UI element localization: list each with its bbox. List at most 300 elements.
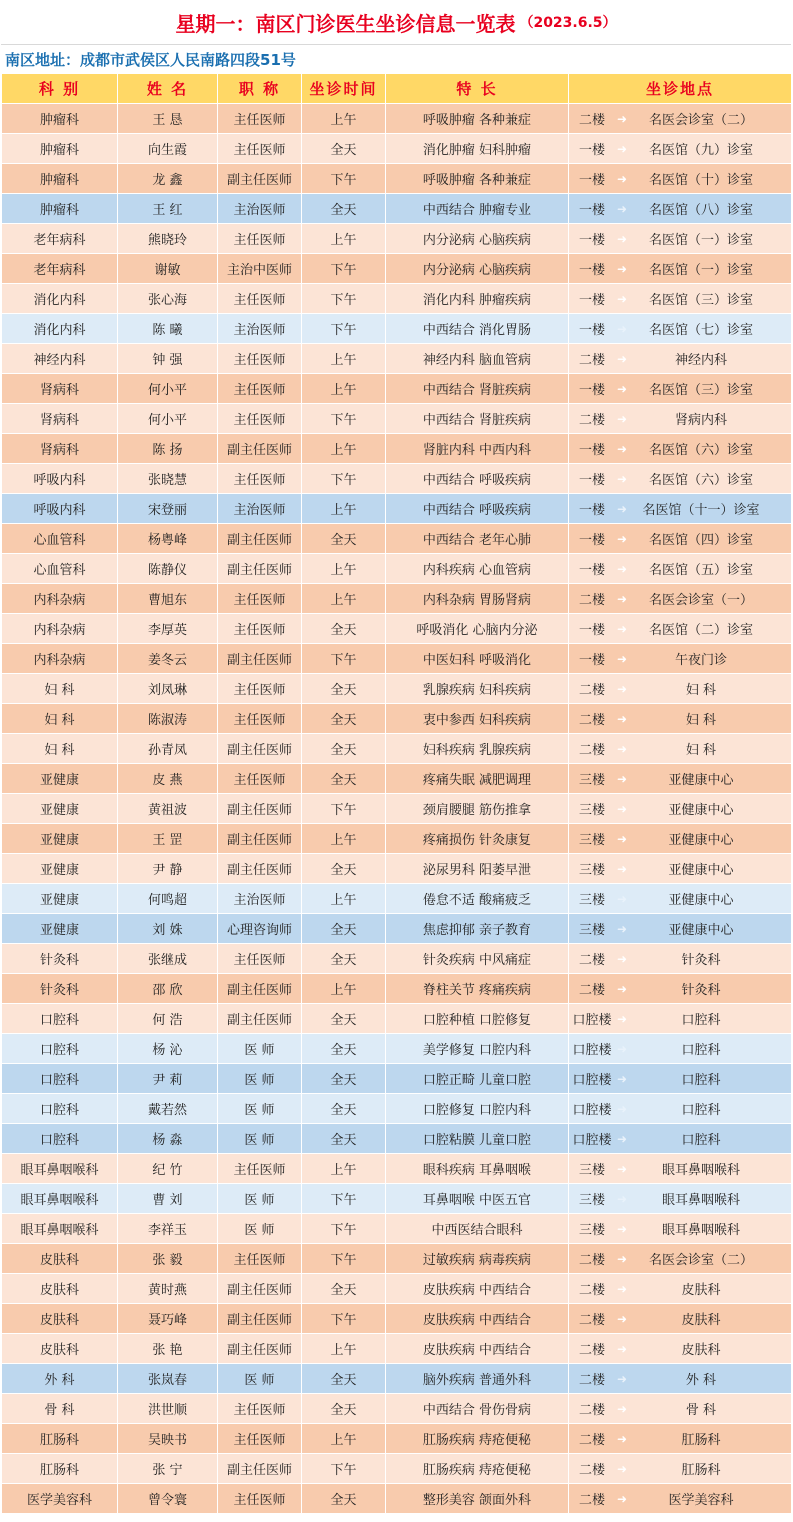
cell-location [569,824,792,854]
floor-label: 三楼 [578,1223,605,1238]
cell-title: 副主任医师 [218,1304,302,1334]
cell-time: 上午 [302,374,386,404]
cell-title: 医 师 [218,1184,302,1214]
cell-name: 李祥玉 [118,1214,218,1244]
floor-label: 二楼 [578,1283,605,1298]
room-label: 眼耳鼻咽喉科 [661,1163,740,1178]
cell-time: 上午 [302,824,386,854]
cell-dept: 老年病科 [2,254,118,284]
room-label: 名医馆（三）诊室 [648,383,753,398]
cell-title: 主任医师 [218,1244,302,1274]
floor-label: 一楼 [578,323,605,338]
cell-name: 刘凤琳 [118,674,218,704]
column-header-time: 坐诊时间 [302,74,386,104]
cell-dept: 内科杂病 [2,584,118,614]
cell-time: 全天 [302,944,386,974]
arrow-right-icon: ➜ [616,201,628,216]
cell-dept: 皮肤科 [2,1244,118,1274]
cell-title: 主任医师 [218,674,302,704]
room-label: 口腔科 [681,1073,721,1088]
cell-title: 副主任医师 [218,854,302,884]
title-bar [1,0,791,45]
room-label: 名医馆（一）诊室 [648,263,753,278]
cell-name: 曹旭东 [118,584,218,614]
cell-title: 副主任医师 [218,794,302,824]
column-header-name: 姓 名 [118,74,218,104]
floor-label: 一楼 [578,653,605,668]
cell-dept: 妇 科 [2,704,118,734]
cell-title: 主治中医师 [218,254,302,284]
cell-name: 向生霞 [118,134,218,164]
cell-title: 主任医师 [218,404,302,434]
column-header-dept: 科 别 [2,74,118,104]
cell-name: 陈静仪 [118,554,218,584]
floor-label: 二楼 [578,1463,605,1478]
floor-label: 二楼 [578,413,605,428]
cell-title: 主任医师 [218,224,302,254]
room-label: 妇 科 [685,743,717,758]
floor-label: 三楼 [578,833,605,848]
room-label: 亚健康中心 [668,893,734,908]
cell-name: 尹 莉 [118,1064,218,1094]
cell-title: 医 师 [218,1064,302,1094]
floor-label: 一楼 [578,533,605,548]
floor-label: 口腔楼 [572,1133,612,1148]
cell-dept: 肾病科 [2,434,118,464]
arrow-right-icon: ➜ [616,681,628,696]
location-group [569,1334,791,1363]
cell-time: 上午 [302,224,386,254]
cell-name: 姜冬云 [118,644,218,674]
cell-time: 全天 [302,134,386,164]
cell-specialty: 中西结合 骨伤骨病 [386,1394,569,1424]
table-row [2,1454,792,1484]
arrow-right-icon: ➜ [616,531,628,546]
cell-location [569,1424,792,1454]
cell-name: 张 宁 [118,1454,218,1484]
floor-label: 二楼 [578,1313,605,1328]
cell-specialty: 神经内科 脑血管病 [386,344,569,374]
location-group [569,824,791,853]
table-row [2,344,792,374]
floor-label: 口腔楼 [572,1073,612,1088]
arrow-right-icon: ➜ [616,1071,628,1086]
floor-label: 一楼 [578,563,605,578]
cell-specialty: 呼吸肿瘤 各种兼症 [386,164,569,194]
room-label: 皮肤科 [681,1283,721,1298]
room-label: 名医馆（七）诊室 [648,323,753,338]
table-row [2,914,792,944]
cell-location [569,284,792,314]
cell-time: 全天 [302,1124,386,1154]
cell-title: 医 师 [218,1364,302,1394]
cell-location [569,1244,792,1274]
arrow-right-icon: ➜ [616,111,628,126]
arrow-right-icon: ➜ [616,1131,628,1146]
cell-specialty: 皮肤疾病 中西结合 [386,1274,569,1304]
cell-name: 王 红 [118,194,218,224]
cell-specialty: 消化内科 肿瘤疾病 [386,284,569,314]
table-row [2,614,792,644]
floor-label: 一楼 [578,443,605,458]
cell-specialty: 针灸疾病 中风痛症 [386,944,569,974]
schedule-table [1,73,792,1514]
cell-dept: 肿瘤科 [2,134,118,164]
floor-label: 一楼 [578,263,605,278]
cell-time: 全天 [302,1274,386,1304]
cell-location [569,1214,792,1244]
cell-name: 张岚春 [118,1364,218,1394]
floor-label: 二楼 [578,1493,605,1508]
cell-location [569,1064,792,1094]
cell-time: 全天 [302,854,386,884]
floor-label: 口腔楼 [572,1043,612,1058]
location-group [569,914,791,943]
room-label: 名医馆（十）诊室 [648,173,753,188]
address-text: 南区地址：成都市武侯区人民南路四段51号 [5,50,296,69]
cell-specialty: 疼痛损伤 针灸康复 [386,824,569,854]
floor-label: 一楼 [578,503,605,518]
cell-time: 全天 [302,764,386,794]
cell-specialty: 内科疾病 心血管病 [386,554,569,584]
table-row [2,134,792,164]
table-row [2,734,792,764]
cell-dept: 针灸科 [2,974,118,1004]
column-header-title: 职 称 [218,74,302,104]
floor-label: 三楼 [578,863,605,878]
location-group [569,1154,791,1183]
cell-location [569,314,792,344]
table-row [2,794,792,824]
location-group [569,884,791,913]
location-group [569,1064,791,1093]
cell-dept: 肿瘤科 [2,104,118,134]
cell-location [569,1334,792,1364]
cell-time: 全天 [302,524,386,554]
arrow-right-icon: ➜ [616,231,628,246]
location-group [569,464,791,493]
cell-dept: 亚健康 [2,914,118,944]
table-row [2,254,792,284]
cell-specialty: 呼吸消化 心脑内分泌 [386,614,569,644]
arrow-right-icon: ➜ [616,1041,628,1056]
location-group [569,104,791,133]
cell-title: 心理咨询师 [218,914,302,944]
room-label: 针灸科 [681,983,721,998]
cell-name: 洪世顺 [118,1394,218,1424]
cell-name: 邵 欣 [118,974,218,1004]
cell-name: 皮 燕 [118,764,218,794]
arrow-right-icon: ➜ [616,741,628,756]
page-date: （2023.6.5） [519,15,617,31]
cell-title: 主任医师 [218,104,302,134]
cell-name: 杨 淼 [118,1124,218,1154]
cell-time: 全天 [302,614,386,644]
location-group [569,284,791,313]
cell-dept: 消化内科 [2,284,118,314]
cell-title: 主任医师 [218,1484,302,1514]
location-group [569,944,791,973]
cell-name: 龙 鑫 [118,164,218,194]
location-group [569,674,791,703]
room-label: 名医馆（一）诊室 [648,233,753,248]
cell-specialty: 内分泌病 心脑疾病 [386,224,569,254]
cell-name: 戴若然 [118,1094,218,1124]
arrow-right-icon: ➜ [616,1251,628,1266]
cell-title: 副主任医师 [218,1274,302,1304]
cell-title: 主任医师 [218,1394,302,1424]
cell-location [569,884,792,914]
location-group [569,734,791,763]
room-label: 名医会诊室（二） [648,113,753,128]
cell-dept: 针灸科 [2,944,118,974]
table-row [2,1364,792,1394]
arrow-right-icon: ➜ [616,1101,628,1116]
cell-dept: 呼吸内科 [2,464,118,494]
cell-location [569,464,792,494]
floor-label: 三楼 [578,923,605,938]
cell-dept: 肛肠科 [2,1454,118,1484]
cell-dept: 妇 科 [2,674,118,704]
cell-location [569,1034,792,1064]
room-label: 眼耳鼻咽喉科 [661,1193,740,1208]
arrow-right-icon: ➜ [616,1431,628,1446]
table-row [2,494,792,524]
cell-name: 何鸣超 [118,884,218,914]
table-row [2,884,792,914]
location-group [569,1274,791,1303]
cell-dept: 眼耳鼻咽喉科 [2,1154,118,1184]
cell-location [569,1394,792,1424]
cell-specialty: 衷中参西 妇科疾病 [386,704,569,734]
cell-location [569,1004,792,1034]
cell-title: 副主任医师 [218,554,302,584]
cell-time: 全天 [302,704,386,734]
room-label: 名医馆（六）诊室 [648,443,753,458]
arrow-right-icon: ➜ [616,321,628,336]
room-label: 名医会诊室（二） [648,1253,753,1268]
room-label: 针灸科 [681,953,721,968]
arrow-right-icon: ➜ [616,501,628,516]
cell-dept: 亚健康 [2,824,118,854]
room-label: 亚健康中心 [668,923,734,938]
cell-location [569,224,792,254]
cell-time: 下午 [302,314,386,344]
cell-title: 主任医师 [218,584,302,614]
table-row [2,674,792,704]
cell-specialty: 中西医结合眼科 [386,1214,569,1244]
cell-time: 下午 [302,644,386,674]
cell-time: 上午 [302,554,386,584]
cell-specialty: 肛肠疾病 痔疮便秘 [386,1424,569,1454]
table-body [2,104,792,1514]
floor-label: 二楼 [578,1403,605,1418]
location-group [569,764,791,793]
cell-title: 主任医师 [218,464,302,494]
cell-name: 纪 竹 [118,1154,218,1184]
cell-title: 主任医师 [218,764,302,794]
cell-title: 副主任医师 [218,1334,302,1364]
location-group [569,494,791,523]
room-label: 名医馆（五）诊室 [648,563,753,578]
cell-dept: 口腔科 [2,1064,118,1094]
cell-title: 副主任医师 [218,824,302,854]
cell-dept: 老年病科 [2,224,118,254]
cell-dept: 亚健康 [2,794,118,824]
cell-dept: 妇 科 [2,734,118,764]
floor-label: 一楼 [578,173,605,188]
cell-title: 副主任医师 [218,734,302,764]
cell-dept: 眼耳鼻咽喉科 [2,1184,118,1214]
floor-label: 口腔楼 [572,1013,612,1028]
floor-label: 口腔楼 [572,1103,612,1118]
room-label: 妇 科 [685,683,717,698]
cell-time: 下午 [302,1244,386,1274]
cell-specialty: 乳腺疾病 妇科疾病 [386,674,569,704]
cell-name: 何 浩 [118,1004,218,1034]
table-row [2,104,792,134]
cell-location [569,704,792,734]
floor-label: 三楼 [578,773,605,788]
floor-label: 二楼 [578,953,605,968]
cell-name: 张继成 [118,944,218,974]
address-bar [1,45,791,73]
arrow-right-icon: ➜ [616,621,628,636]
location-group [569,314,791,343]
cell-location [569,614,792,644]
cell-specialty: 耳鼻咽喉 中医五官 [386,1184,569,1214]
table-row [2,524,792,554]
column-header-specialty: 特 长 [386,74,569,104]
cell-name: 曾令寰 [118,1484,218,1514]
cell-name: 杨粤峰 [118,524,218,554]
cell-specialty: 眼科疾病 耳鼻咽喉 [386,1154,569,1184]
table-row [2,1244,792,1274]
room-label: 口腔科 [681,1133,721,1148]
cell-title: 主任医师 [218,374,302,404]
table-row [2,374,792,404]
cell-title: 主任医师 [218,614,302,644]
cell-time: 全天 [302,1094,386,1124]
cell-specialty: 中西结合 肾脏疾病 [386,374,569,404]
cell-title: 主任医师 [218,1424,302,1454]
cell-time: 全天 [302,914,386,944]
cell-title: 主任医师 [218,284,302,314]
cell-location [569,494,792,524]
cell-dept: 口腔科 [2,1004,118,1034]
location-group [569,344,791,373]
cell-location [569,164,792,194]
cell-time: 上午 [302,1424,386,1454]
table-row [2,1274,792,1304]
cell-title: 主治医师 [218,884,302,914]
location-group [569,1424,791,1453]
cell-dept: 皮肤科 [2,1274,118,1304]
cell-title: 主任医师 [218,944,302,974]
floor-label: 二楼 [578,1433,605,1448]
cell-location [569,944,792,974]
cell-time: 下午 [302,284,386,314]
cell-location [569,854,792,884]
cell-name: 王 罡 [118,824,218,854]
cell-dept: 眼耳鼻咽喉科 [2,1214,118,1244]
cell-specialty: 肾脏内科 中西内科 [386,434,569,464]
cell-specialty: 美学修复 口腔内科 [386,1034,569,1064]
cell-name: 曹 刘 [118,1184,218,1214]
cell-specialty: 中西结合 肿瘤专业 [386,194,569,224]
cell-location [569,794,792,824]
cell-location [569,134,792,164]
cell-time: 上午 [302,494,386,524]
floor-label: 一楼 [578,473,605,488]
cell-specialty: 口腔修复 口腔内科 [386,1094,569,1124]
location-group [569,374,791,403]
table-row [2,1154,792,1184]
cell-location [569,1154,792,1184]
cell-location [569,764,792,794]
cell-name: 张晓慧 [118,464,218,494]
cell-specialty: 肛肠疾病 痔疮便秘 [386,1454,569,1484]
page-title: 星期一：南区门诊医生坐诊信息一览表 [175,11,516,36]
table-row [2,1304,792,1334]
table-row [2,404,792,434]
location-group [569,1124,791,1153]
cell-location [569,104,792,134]
cell-specialty: 泌尿男科 阳萎早泄 [386,854,569,884]
arrow-right-icon: ➜ [616,861,628,876]
location-group [569,1004,791,1033]
location-group [569,1364,791,1393]
cell-title: 副主任医师 [218,644,302,674]
cell-dept: 口腔科 [2,1094,118,1124]
floor-label: 一楼 [578,293,605,308]
floor-label: 二楼 [578,593,605,608]
arrow-right-icon: ➜ [616,1191,628,1206]
floor-label: 二楼 [578,113,605,128]
cell-time: 全天 [302,194,386,224]
cell-time: 下午 [302,794,386,824]
cell-location [569,674,792,704]
cell-specialty: 整形美容 颌面外科 [386,1484,569,1514]
room-label: 名医馆（八）诊室 [648,203,753,218]
location-group [569,614,791,643]
arrow-right-icon: ➜ [616,381,628,396]
cell-time: 上午 [302,344,386,374]
table-row [2,1124,792,1154]
room-label: 名医馆（三）诊室 [648,293,753,308]
floor-label: 一楼 [578,143,605,158]
cell-dept: 亚健康 [2,764,118,794]
cell-time: 上午 [302,884,386,914]
location-group [569,1394,791,1423]
arrow-right-icon: ➜ [616,1311,628,1326]
cell-specialty: 脊柱关节 疼痛疾病 [386,974,569,1004]
cell-name: 陈 曦 [118,314,218,344]
cell-specialty: 妇科疾病 乳腺疾病 [386,734,569,764]
cell-dept: 医学美容科 [2,1484,118,1514]
cell-title: 副主任医师 [218,164,302,194]
cell-dept: 消化内科 [2,314,118,344]
location-group [569,224,791,253]
floor-label: 一楼 [578,203,605,218]
cell-time: 下午 [302,164,386,194]
arrow-right-icon: ➜ [616,981,628,996]
table-row [2,944,792,974]
arrow-right-icon: ➜ [616,711,628,726]
cell-name: 陈 扬 [118,434,218,464]
table-row [2,224,792,254]
table-row [2,1004,792,1034]
